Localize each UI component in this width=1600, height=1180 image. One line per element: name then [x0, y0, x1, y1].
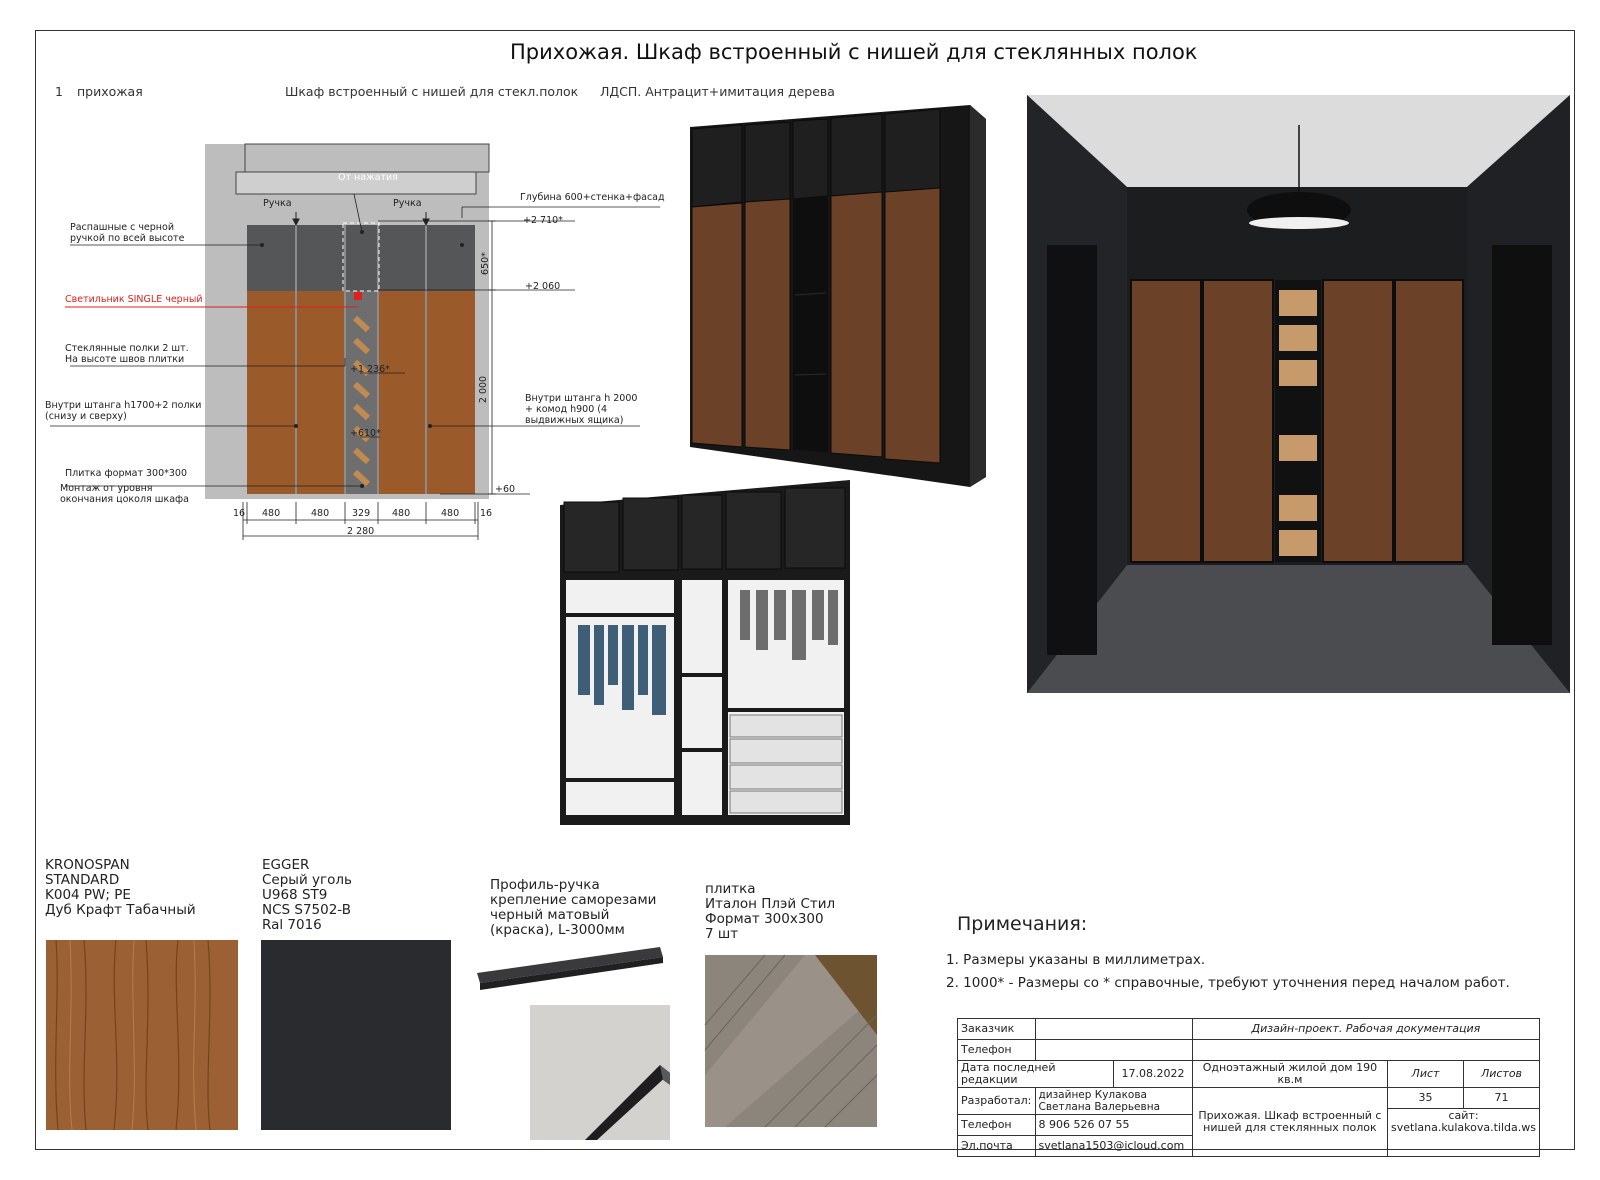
material-profile: Профиль-ручка крепление саморезами черный матовый (краска), L-3000мм: [490, 877, 657, 938]
site-value[interactable]: svetlana.kulakova.tilda.ws: [1391, 1121, 1536, 1134]
width-16-left: 16: [233, 508, 246, 519]
lamp-note: Светильник SINGLE черный: [65, 294, 203, 305]
material-kronospan: KRONOSPAN STANDARD K004 PW; PE Дуб Крафт Табачный: [45, 857, 196, 918]
tile-note: Плитка формат 300*300: [65, 468, 188, 479]
wardrobe-open-render: [560, 480, 860, 850]
notes-heading: Примечания:: [957, 913, 1088, 935]
row-index: 1: [55, 84, 63, 99]
width-329: 329: [352, 508, 371, 519]
inside-left-note: Внутри штанга h1700+2 полки (снизу и сверху): [45, 400, 202, 422]
depth-note: Глубина 600+стенка+фасад: [520, 192, 665, 203]
sheet-label: Лист: [1388, 1061, 1464, 1088]
sheet-value: 35: [1388, 1088, 1464, 1109]
profile-handle-image: [475, 935, 675, 1140]
width-480-4: 480: [441, 508, 460, 519]
phone2-label: Телефон: [958, 1115, 1036, 1136]
material-tile: плитка Италон Плэй Стил Формат 300х300 7 шт: [705, 881, 836, 942]
wood-swatch: [46, 940, 238, 1130]
object-name: Одноэтажный жилой дом 190 кв.м: [1192, 1061, 1387, 1088]
handle-label-right: Ручка: [393, 198, 422, 209]
corridor-render: [1027, 95, 1570, 693]
phone2-value: 8 906 526 07 55: [1035, 1115, 1192, 1136]
total-width: 2 280: [347, 526, 375, 537]
email-value[interactable]: svetlana1503@icloud.com: [1035, 1136, 1192, 1157]
width-480-3: 480: [392, 508, 411, 519]
handle-label-left: Ручка: [263, 198, 292, 209]
mounting-note: Монтаж от уровня окончания цоколя шкафа: [60, 483, 189, 505]
inside-right-note: Внутри штанга h 2000 + комод h900 (4 выдвижных ящика): [525, 393, 638, 426]
dim-lower: 2 000: [478, 375, 490, 404]
level-2710: +2 710*: [523, 215, 563, 226]
room-name: прихожая: [77, 84, 143, 99]
anthracite-swatch: [261, 940, 451, 1130]
level-60: +60: [495, 484, 516, 495]
page-title: Прихожая. Шкаф встроенный с нишей для стеклянных полок: [510, 40, 1198, 64]
note-1: 1. Размеры указаны в миллиметрах.: [946, 952, 1206, 968]
level-1236: +1 236*: [350, 364, 390, 375]
hinged-doors-note: Распашные с черной ручкой по всей высоте: [70, 222, 185, 244]
glass-shelves-note: Стеклянные полки 2 шт. На высоте швов плитки: [65, 343, 189, 365]
phone-label: Телефон: [958, 1040, 1036, 1061]
sheets-label: Листов: [1463, 1061, 1539, 1088]
site-label: сайт:: [1448, 1109, 1479, 1122]
customer-value: [1035, 1019, 1192, 1040]
customer-label: Заказчик: [958, 1019, 1036, 1040]
title-block: [957, 1018, 1540, 1157]
developer-value: дизайнер Кулакова Светлана Валерьевна: [1035, 1088, 1192, 1115]
phone-value: [1035, 1040, 1192, 1061]
date-value: 17.08.2022: [1114, 1061, 1193, 1088]
width-16-right: 16: [480, 508, 493, 519]
level-610: +610*: [350, 428, 381, 439]
drawing-name: Прихожая. Шкаф встроенный с нишей для стеклянных полок: [1192, 1088, 1387, 1157]
wardrobe-closed-render: [690, 95, 990, 485]
width-480-1: 480: [262, 508, 281, 519]
sheets-value: 71: [1463, 1088, 1539, 1109]
item-name: Шкаф встроенный с нишей для стекл.полок: [285, 84, 579, 99]
material-name: ЛДСП. Антрацит+имитация дерева: [600, 84, 835, 99]
push-open-label: От нажатия: [338, 172, 398, 183]
level-2060: +2 060: [525, 281, 561, 292]
dim-upper: 650*: [479, 252, 491, 275]
width-480-2: 480: [311, 508, 330, 519]
project-title: Дизайн-проект. Рабочая документация: [1192, 1019, 1539, 1040]
date-label: Дата последней редакции: [958, 1061, 1114, 1088]
developer-label: Разработал:: [958, 1088, 1036, 1115]
upper-anthracite: [247, 225, 475, 291]
email-label: Эл.почта: [958, 1136, 1036, 1157]
material-egger: EGGER Серый уголь U968 ST9 NCS S7502-B Ral 7016: [262, 857, 352, 933]
note-2: 2. 1000* - Размеры со * справочные, требуют уточнения перед началом работ.: [946, 975, 1510, 991]
tile-swatch: [705, 955, 877, 1127]
